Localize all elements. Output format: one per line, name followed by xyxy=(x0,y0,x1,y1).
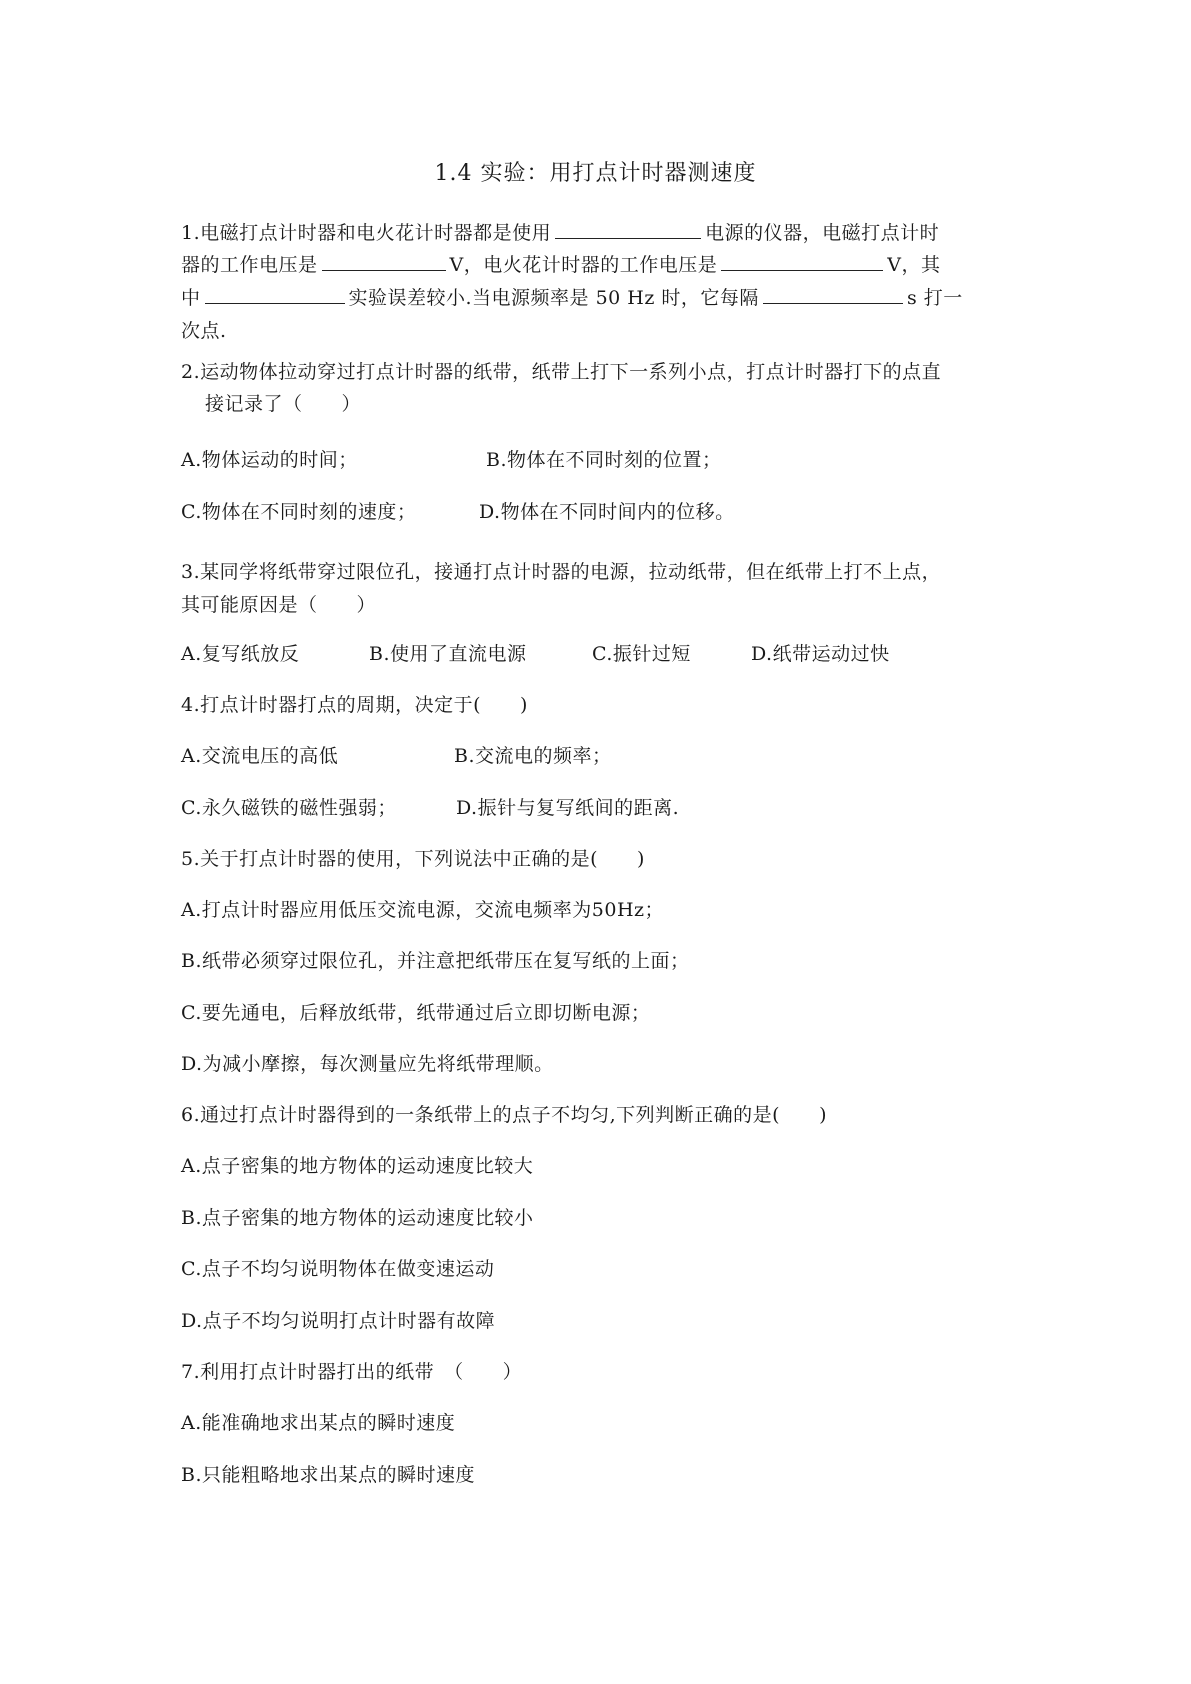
q1-line-1 xyxy=(181,218,939,245)
q5-option-c[interactable]: C.要先通电，后释放纸带，纸带通过后立即切断电源； xyxy=(181,1002,651,1024)
q4-option-a[interactable]: A.交流电压的高低 xyxy=(181,745,339,767)
q1-text-2b: V，电火花计时器的工作电压是 xyxy=(449,254,718,276)
q3-option-a[interactable]: A.复写纸放反 xyxy=(181,643,300,665)
q6-option-c[interactable]: C.点子不均匀说明物体在做变速运动 xyxy=(181,1258,495,1280)
q1-text-3c: s 打一 xyxy=(906,287,963,309)
q6-stem: 6.通过打点计时器得到的一条纸带上的点子不均匀,下列判断正确的是( ) xyxy=(181,1104,827,1126)
q1-blank-power[interactable] xyxy=(555,220,701,239)
q3-option-b[interactable]: B.使用了直流电源 xyxy=(369,643,527,665)
q7-option-a[interactable]: A.能准确地求出某点的瞬时速度 xyxy=(181,1412,456,1434)
q1-text-3b: 实验误差较小.当电源频率是 50 Hz 时，它每隔 xyxy=(348,287,759,309)
q1-line-3 xyxy=(181,283,963,310)
q1-text-1b: 电源的仪器，电磁打点计时 xyxy=(705,222,940,244)
q3-option-d[interactable]: D.纸带运动过快 xyxy=(751,643,890,665)
q2-option-a[interactable]: A.物体运动的时间； xyxy=(181,449,358,471)
q1-blank-lower-error[interactable] xyxy=(205,285,345,304)
q6-option-d[interactable]: D.点子不均匀说明打点计时器有故障 xyxy=(181,1310,496,1332)
q7-stem: 7.利用打点计时器打出的纸带 （ ） xyxy=(181,1361,523,1383)
q2-option-b[interactable]: B.物体在不同时刻的位置； xyxy=(486,449,722,471)
q1-blank-interval[interactable] xyxy=(763,285,903,304)
q6-option-b[interactable]: B.点子密集的地方物体的运动速度比较小 xyxy=(181,1207,534,1229)
q4-option-c[interactable]: C.永久磁铁的磁性强弱； xyxy=(181,797,397,819)
q1-text-1a: 1.电磁打点计时器和电火花计时器都是使用 xyxy=(181,222,552,244)
q3-stem-line-1: 3.某同学将纸带穿过限位孔，接通打点计时器的电源，拉动纸带，但在纸带上打不上点， xyxy=(181,561,942,583)
q4-option-d[interactable]: D.振针与复写纸间的距离. xyxy=(456,797,680,819)
q1-text-2a: 器的工作电压是 xyxy=(181,254,318,276)
q5-option-d[interactable]: D.为减小摩擦，每次测量应先将纸带理顺。 xyxy=(181,1053,554,1075)
page-title: 1.4 实验：用打点计时器测速度 xyxy=(434,161,757,186)
q1-line-2 xyxy=(181,250,940,277)
q1-blank-spark-voltage[interactable] xyxy=(721,252,883,271)
q5-option-a[interactable]: A.打点计时器应用低压交流电源，交流电频率为50Hz； xyxy=(181,899,665,921)
q2-stem-line-2: 接记录了（ ） xyxy=(205,393,362,415)
q1-text-3a: 中 xyxy=(181,287,201,309)
q3-option-c[interactable]: C.振针过短 xyxy=(592,643,691,665)
q3-stem-line-2: 其可能原因是（ ） xyxy=(181,594,377,616)
q2-stem-line-1: 2.运动物体拉动穿过打点计时器的纸带，纸带上打下一系列小点，打点计时器打下的点直 xyxy=(181,361,942,383)
q1-text-2c: V，其 xyxy=(887,254,941,276)
q4-option-b[interactable]: B.交流电的频率； xyxy=(454,745,612,767)
q2-option-d[interactable]: D.物体在不同时间内的位移。 xyxy=(479,501,735,523)
q1-blank-emag-voltage[interactable] xyxy=(322,252,446,271)
q1-line-4: 次点. xyxy=(181,320,227,342)
q4-stem: 4.打点计时器打点的周期，决定于( ) xyxy=(181,694,528,716)
q5-option-b[interactable]: B.纸带必须穿过限位孔，并注意把纸带压在复写纸的上面； xyxy=(181,950,690,972)
q5-stem: 5.关于打点计时器的使用，下列说法中正确的是( ) xyxy=(181,848,645,870)
q7-option-b[interactable]: B.只能粗略地求出某点的瞬时速度 xyxy=(181,1464,476,1486)
q2-option-c[interactable]: C.物体在不同时刻的速度； xyxy=(181,501,417,523)
q6-option-a[interactable]: A.点子密集的地方物体的运动速度比较大 xyxy=(181,1155,534,1177)
